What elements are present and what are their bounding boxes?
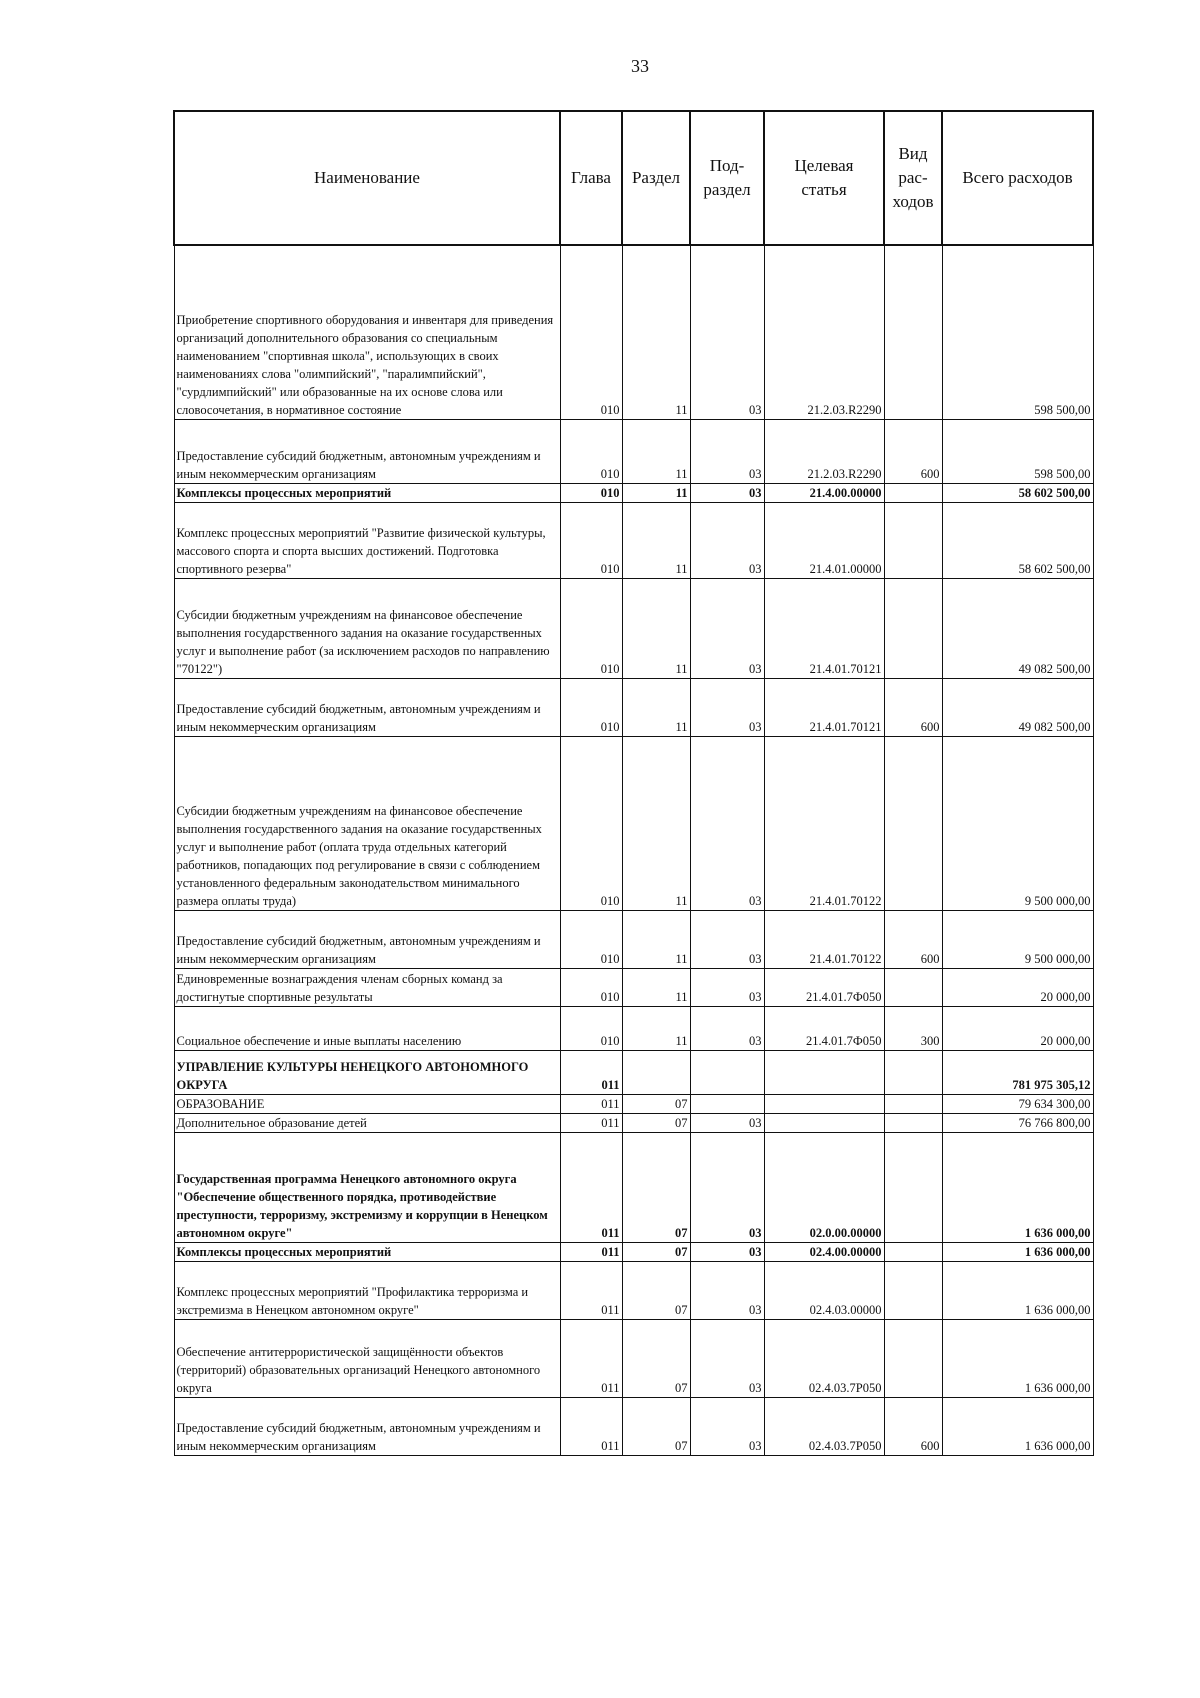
- cell-total: 1 636 000,00: [942, 1242, 1093, 1261]
- cell-chapter: 011: [560, 1319, 622, 1397]
- cell-name: Дополнительное образование детей: [174, 1113, 560, 1132]
- cell-total: 1 636 000,00: [942, 1319, 1093, 1397]
- cell-total: 9 500 000,00: [942, 736, 1093, 910]
- cell-name: Субсидии бюджетным учреждениям на финансовое обеспечение выполнения государственного задания на оказание государственных услуг и выполнение работ (за исключением расходов по направлению "70122"): [174, 578, 560, 678]
- cell-target: 02.4.03.7Р050: [764, 1319, 884, 1397]
- cell-subsection: 03: [690, 502, 764, 578]
- table-row: [174, 419, 1093, 483]
- cell-total: 598 500,00: [942, 419, 1093, 483]
- cell-target: 21.4.01.7Ф050: [764, 1006, 884, 1050]
- cell-total: 781 975 305,12: [942, 1050, 1093, 1094]
- cell-chapter: 010: [560, 678, 622, 736]
- cell-chapter: 011: [560, 1050, 622, 1094]
- table-row: [174, 1261, 1093, 1319]
- table-row: [174, 1050, 1093, 1094]
- table-row: [174, 910, 1093, 968]
- cell-section: 11: [622, 736, 690, 910]
- cell-total: 20 000,00: [942, 1006, 1093, 1050]
- table-row: [174, 502, 1093, 578]
- cell-subsection: 03: [690, 1319, 764, 1397]
- table-row: [174, 736, 1093, 910]
- header-total: Всего расходов: [942, 111, 1093, 245]
- header-subsection: Под- раздел: [690, 111, 764, 245]
- cell-section: 11: [622, 678, 690, 736]
- cell-name: УПРАВЛЕНИЕ КУЛЬТУРЫ НЕНЕЦКОГО АВТОНОМНОГО ОКРУГА: [174, 1050, 560, 1094]
- cell-name: Единовременные вознаграждения членам сборных команд за достигнутые спортивные результаты: [174, 968, 560, 1006]
- cell-chapter: 011: [560, 1132, 622, 1242]
- cell-target: 02.4.03.7Р050: [764, 1397, 884, 1455]
- cell-target: 21.4.01.7Ф050: [764, 968, 884, 1006]
- cell-kind: [884, 1050, 942, 1094]
- cell-chapter: 010: [560, 483, 622, 502]
- cell-name: Комплексы процессных мероприятий: [174, 483, 560, 502]
- table-row: [174, 1397, 1093, 1455]
- cell-subsection: 03: [690, 968, 764, 1006]
- cell-section: 11: [622, 578, 690, 678]
- cell-target: [764, 1113, 884, 1132]
- cell-chapter: 010: [560, 910, 622, 968]
- cell-section: 11: [622, 502, 690, 578]
- cell-target: 21.2.03.R2290: [764, 419, 884, 483]
- cell-kind: [884, 502, 942, 578]
- cell-section: 11: [622, 1006, 690, 1050]
- cell-subsection: 03: [690, 736, 764, 910]
- cell-total: 20 000,00: [942, 968, 1093, 1006]
- cell-kind: [884, 968, 942, 1006]
- cell-kind: 300: [884, 1006, 942, 1050]
- cell-kind: [884, 1319, 942, 1397]
- cell-chapter: 011: [560, 1397, 622, 1455]
- cell-subsection: 03: [690, 483, 764, 502]
- cell-name: Предоставление субсидий бюджетным, автономным учреждениям и иным некоммерческим организациям: [174, 1397, 560, 1455]
- cell-target: 21.4.00.00000: [764, 483, 884, 502]
- header-section: Раздел: [622, 111, 690, 245]
- cell-total: 79 634 300,00: [942, 1094, 1093, 1113]
- table-row: [174, 1113, 1093, 1132]
- cell-name: Комплексы процессных мероприятий: [174, 1242, 560, 1261]
- cell-kind: 600: [884, 678, 942, 736]
- header-chapter: Глава: [560, 111, 622, 245]
- cell-section: 07: [622, 1319, 690, 1397]
- cell-target: 21.4.01.70121: [764, 578, 884, 678]
- cell-chapter: 010: [560, 578, 622, 678]
- cell-total: 58 602 500,00: [942, 483, 1093, 502]
- header-kind: Вид рас- ходов: [884, 111, 942, 245]
- cell-subsection: 03: [690, 1132, 764, 1242]
- cell-section: 11: [622, 245, 690, 419]
- cell-chapter: 011: [560, 1261, 622, 1319]
- cell-target: 02.4.03.00000: [764, 1261, 884, 1319]
- cell-total: 58 602 500,00: [942, 502, 1093, 578]
- cell-subsection: [690, 1094, 764, 1113]
- cell-name: Приобретение спортивного оборудования и инвентаря для приведения организаций дополнительного образования со специальным наименованием "спортивная школа", использующих в своих наименованиях слова "олимпийский", "паралимпийский", "сурдлимпийский" или образованные на их основе слова или словосочетания, в нормативное состояние: [174, 245, 560, 419]
- cell-name: Комплекс процессных мероприятий "Развитие физической культуры, массового спорта и спорта высших достижений. Подготовка спортивного резерва": [174, 502, 560, 578]
- cell-name: Социальное обеспечение и иные выплаты населению: [174, 1006, 560, 1050]
- cell-chapter: 011: [560, 1113, 622, 1132]
- cell-subsection: 03: [690, 1397, 764, 1455]
- cell-target: 21.4.01.00000: [764, 502, 884, 578]
- cell-kind: [884, 1132, 942, 1242]
- cell-section: 11: [622, 419, 690, 483]
- cell-kind: [884, 1113, 942, 1132]
- cell-name: Обеспечение антитеррористической защищённости объектов (территорий) образовательных организаций Ненецкого автономного округа: [174, 1319, 560, 1397]
- cell-section: 07: [622, 1242, 690, 1261]
- cell-subsection: 03: [690, 1113, 764, 1132]
- table-row: [174, 245, 1093, 419]
- cell-name: Комплекс процессных мероприятий "Профилактика терроризма и экстремизма в Ненецком автономном округе": [174, 1261, 560, 1319]
- cell-target: 21.4.01.70122: [764, 736, 884, 910]
- cell-section: 07: [622, 1132, 690, 1242]
- cell-kind: [884, 578, 942, 678]
- table-row: [174, 1319, 1093, 1397]
- cell-name: Субсидии бюджетным учреждениям на финансовое обеспечение выполнения государственного задания на оказание государственных услуг и выполнение работ (оплата труда отдельных категорий работников, попадающих под регулирование в связи с соблюдением установленного федеральным законодательством минимального размера оплаты труда): [174, 736, 560, 910]
- cell-subsection: 03: [690, 245, 764, 419]
- cell-kind: [884, 1242, 942, 1261]
- cell-target: [764, 1094, 884, 1113]
- cell-section: 07: [622, 1397, 690, 1455]
- cell-section: [622, 1050, 690, 1094]
- cell-target: 02.4.00.00000: [764, 1242, 884, 1261]
- cell-kind: [884, 483, 942, 502]
- cell-subsection: 03: [690, 1006, 764, 1050]
- cell-name: ОБРАЗОВАНИЕ: [174, 1094, 560, 1113]
- cell-chapter: 011: [560, 1094, 622, 1113]
- cell-total: 49 082 500,00: [942, 578, 1093, 678]
- cell-total: 9 500 000,00: [942, 910, 1093, 968]
- table-row: [174, 1132, 1093, 1242]
- cell-kind: [884, 1261, 942, 1319]
- cell-target: 02.0.00.00000: [764, 1132, 884, 1242]
- cell-section: 11: [622, 483, 690, 502]
- cell-total: 1 636 000,00: [942, 1261, 1093, 1319]
- cell-chapter: 010: [560, 245, 622, 419]
- cell-subsection: 03: [690, 1242, 764, 1261]
- page-number: 33: [631, 56, 649, 76]
- cell-name: Предоставление субсидий бюджетным, автономным учреждениям и иным некоммерческим организациям: [174, 419, 560, 483]
- cell-chapter: 010: [560, 502, 622, 578]
- cell-subsection: 03: [690, 419, 764, 483]
- cell-subsection: [690, 1050, 764, 1094]
- cell-section: 11: [622, 968, 690, 1006]
- cell-chapter: 010: [560, 736, 622, 910]
- cell-subsection: 03: [690, 910, 764, 968]
- cell-target: 21.4.01.70122: [764, 910, 884, 968]
- cell-total: 1 636 000,00: [942, 1397, 1093, 1455]
- header-name: Наименование: [174, 111, 560, 245]
- cell-section: 07: [622, 1261, 690, 1319]
- cell-chapter: 010: [560, 1006, 622, 1050]
- cell-chapter: 011: [560, 1242, 622, 1261]
- cell-total: 49 082 500,00: [942, 678, 1093, 736]
- cell-kind: 600: [884, 419, 942, 483]
- cell-kind: [884, 736, 942, 910]
- cell-kind: 600: [884, 910, 942, 968]
- cell-total: 76 766 800,00: [942, 1113, 1093, 1132]
- table-row: [174, 678, 1093, 736]
- header-target: Целевая статья: [764, 111, 884, 245]
- header-row: [174, 111, 1093, 245]
- table-row: [174, 483, 1093, 502]
- cell-chapter: 010: [560, 968, 622, 1006]
- cell-name: Государственная программа Ненецкого автономного округа "Обеспечение общественного порядка, противодействие преступности, терроризму, экстремизму и коррупции в Ненецком автономном округе": [174, 1132, 560, 1242]
- cell-section: 07: [622, 1094, 690, 1113]
- cell-target: 21.4.01.70121: [764, 678, 884, 736]
- table-row: [174, 1094, 1093, 1113]
- cell-kind: [884, 1094, 942, 1113]
- cell-name: Предоставление субсидий бюджетным, автономным учреждениям и иным некоммерческим организациям: [174, 678, 560, 736]
- cell-target: 21.2.03.R2290: [764, 245, 884, 419]
- cell-name: Предоставление субсидий бюджетным, автономным учреждениям и иным некоммерческим организациям: [174, 910, 560, 968]
- cell-total: 598 500,00: [942, 245, 1093, 419]
- cell-subsection: 03: [690, 578, 764, 678]
- cell-chapter: 010: [560, 419, 622, 483]
- table-body: [174, 245, 1093, 1455]
- table-row: [174, 968, 1093, 1006]
- table-row: [174, 1242, 1093, 1261]
- cell-kind: 600: [884, 1397, 942, 1455]
- cell-target: [764, 1050, 884, 1094]
- cell-total: 1 636 000,00: [942, 1132, 1093, 1242]
- cell-kind: [884, 245, 942, 419]
- cell-subsection: 03: [690, 678, 764, 736]
- cell-section: 11: [622, 910, 690, 968]
- table-row: [174, 1006, 1093, 1050]
- table-row: [174, 578, 1093, 678]
- budget-table: [173, 110, 1094, 1456]
- cell-subsection: 03: [690, 1261, 764, 1319]
- cell-section: 07: [622, 1113, 690, 1132]
